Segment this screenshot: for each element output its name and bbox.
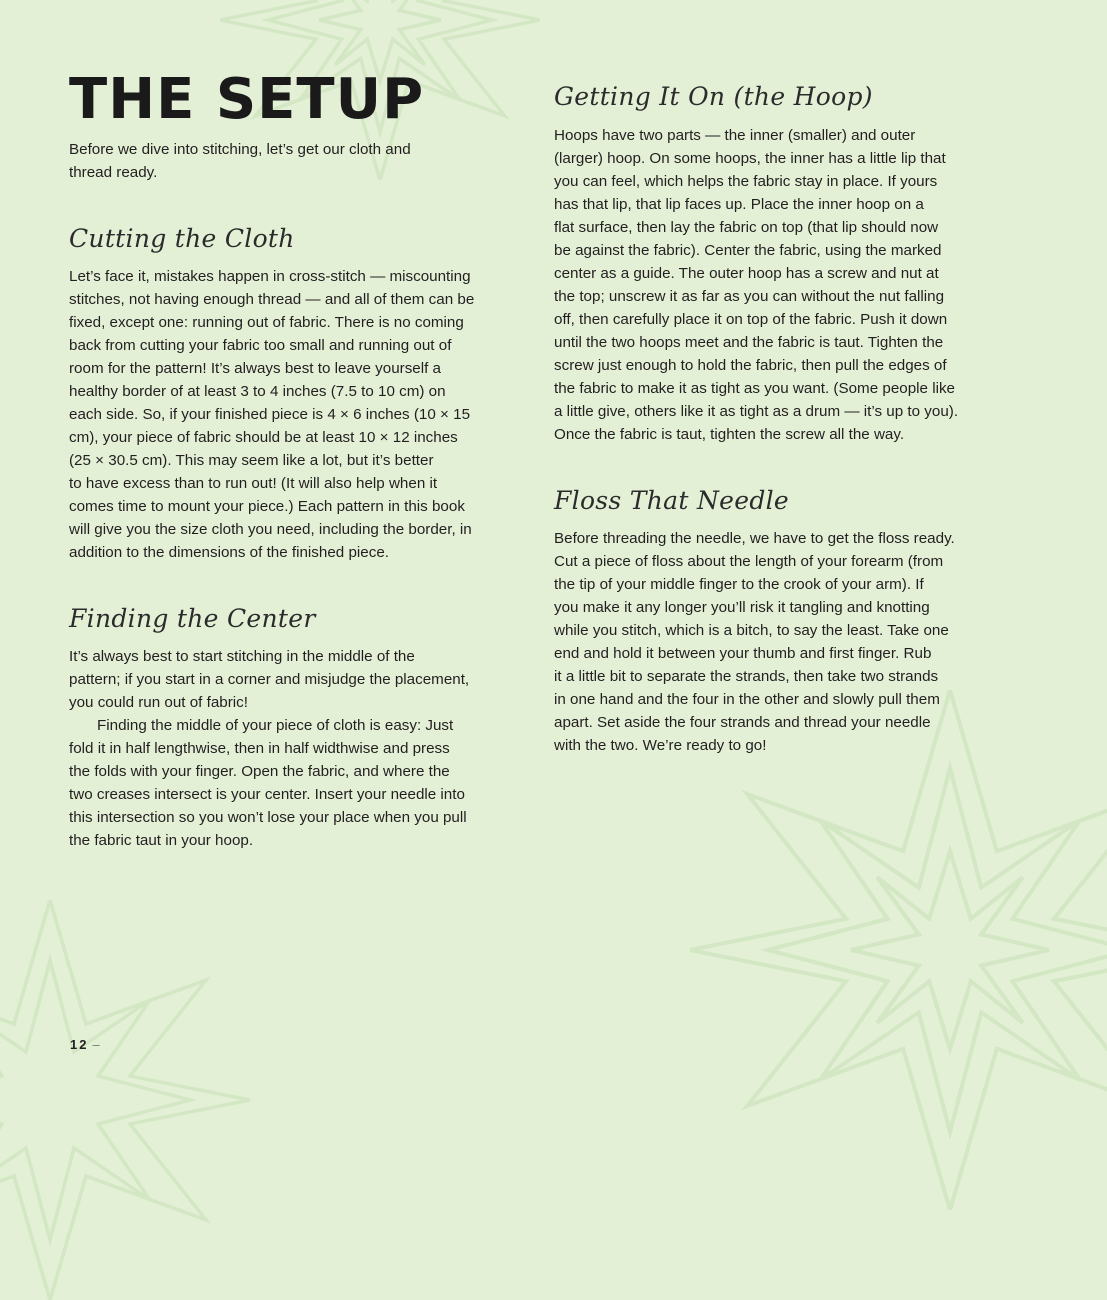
floss-paragraph: Before threading the needle, we have to get the floss ready. Cut a piece of floss about the length of your forearm (from the tip of your middle finger to the crook of your arm). If you make it any longer you’ll risk it tangling and knotting while you stitch, which is a bitch, to say the least. Take one end and hold it between your thumb and first finger. Rub it a little bit to separate the strands, then take two strands in one hand and the four in the other and slowly pull them apart. Set aside the four strands and thread your needle with the two. We’re ready to go! — [554, 530, 955, 754]
heading-cutting-the-cloth: Cutting the Cloth — [69, 224, 295, 253]
cutting-paragraph: Let’s face it, mistakes happen in cross-stitch — miscounting stitches, not having enough thread — and all of them can be fixed, except one: running out of fabric. There is no coming back from cutting your fabric too small and running out of room for the pattern! It’s always best to leave yourself a healthy border of at least 3 to 4 inches (7.5 to 10 cm) on each side. So, if your finished piece is 4 × 6 inches (10 × 15 cm), your piece of fabric should be at least 10 × 12 inches (25 × 30.5 cm). This may seem like a lot, but it’s better to have excess than to run out! (It will also help when it comes time to mount your piece.) Each pattern in this book will give you the size cloth you need, including the border, in addition to the dimensions of the finished piece. — [69, 268, 475, 561]
heading-floss-that-needle: Floss That Needle — [554, 486, 790, 515]
right-column — [554, 82, 994, 757]
page-title: THE SETUP — [69, 67, 425, 132]
left-column — [69, 138, 509, 852]
star-ornament-icon — [0, 900, 250, 1300]
page-number-dash: – — [92, 1037, 102, 1052]
star-ornament-icon — [690, 690, 1107, 1210]
page-number — [70, 1037, 102, 1052]
intro-paragraph: Before we dive into stitching, let’s get our cloth and thread ready. — [69, 141, 411, 181]
center-paragraph-1: It’s always best to start stitching in the middle of the pattern; if you start in a corner and misjudge the placement, you could run out of fabric! — [69, 648, 470, 711]
heading-getting-it-on: Getting It On (the Hoop) — [554, 82, 873, 111]
page-number-value: 12 — [70, 1037, 89, 1052]
heading-finding-the-center: Finding the Center — [69, 604, 316, 633]
hoop-paragraph: Hoops have two parts — the inner (smaller) and outer (larger) hoop. On some hoops, the inner has a little lip that you can feel, which helps the fabric stay in place. If yours has that lip, that lip faces up. Place the inner hoop on a flat surface, then lay the fabric on top (that lip should now be against the fabric). Center the fabric, using the marked center as a guide. The outer hoop has a screw and nut at the top; unscrew it as far as you can without the nut falling off, then carefully place it on top of the fabric. Push it down until the two hoops meet and the fabric is taut. Tighten the screw just enough to hold the fabric, then pull the edges of the fabric to make it as tight as you want. (Some people like a little give, others like it as tight as a drum — it’s up to you). Once the fabric is taut, tighten the screw all the way. — [554, 127, 959, 443]
center-paragraph-2: Finding the middle of your piece of cloth is easy: Just fold it in half lengthwise, then in half widthwise and press the folds with your finger. Open the fabric, and where the two creases intersect is your center. Insert your needle into this intersection so you won’t lose your place when you pull the fabric taut in your hoop. — [69, 717, 467, 849]
